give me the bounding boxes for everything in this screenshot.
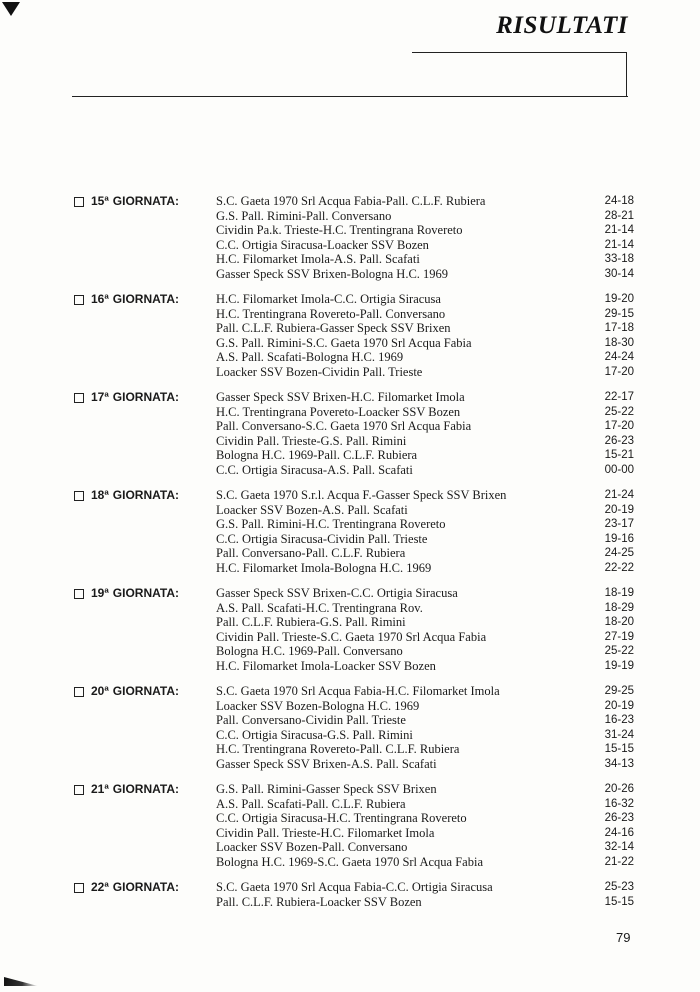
checkbox-icon bbox=[74, 197, 84, 207]
match-score: 28-21 bbox=[604, 209, 634, 222]
match-teams: H.C. Trentingrana Rovereto-Pall. C.L.F. Rubiera bbox=[216, 742, 460, 756]
match-teams: Pall. C.L.F. Rubiera-Gasser Speck SSV Brixen bbox=[216, 321, 451, 335]
page-number: 79 bbox=[616, 930, 631, 945]
match-score: 22-17 bbox=[604, 391, 634, 403]
match-row bbox=[216, 713, 634, 728]
checkbox-icon bbox=[74, 785, 84, 795]
match-row bbox=[216, 797, 634, 812]
match-list bbox=[216, 782, 634, 869]
match-row bbox=[216, 488, 634, 503]
match-teams: H.C. Filomarket Imola-Loacker SSV Bozen bbox=[216, 658, 436, 673]
match-score: 19-16 bbox=[604, 532, 634, 545]
match-row bbox=[216, 419, 634, 434]
match-row bbox=[216, 855, 634, 870]
match-score: 19-20 bbox=[604, 293, 634, 305]
match-teams: Pall. Conversano-S.C. Gaeta 1970 Srl Acqua Fabia bbox=[216, 419, 472, 433]
match-teams: Loacker SSV Bozen-Bologna H.C. 1969 bbox=[216, 698, 420, 713]
match-row bbox=[216, 644, 634, 659]
match-teams: A.S. Pall. Scafati-Bologna H.C. 1969 bbox=[216, 350, 404, 364]
match-teams: Bologna H.C. 1969-S.C. Gaeta 1970 Srl Acqua Fabia bbox=[216, 854, 483, 869]
round-number: 16ª bbox=[91, 292, 109, 306]
match-row bbox=[216, 517, 634, 532]
match-teams: H.C. Filomarket Imola-A.S. Pall. Scafati bbox=[216, 252, 420, 266]
match-teams: Gasser Speck SSV Brixen-C.C. Ortigia Siracusa bbox=[216, 586, 458, 600]
round-number: 21ª bbox=[91, 782, 109, 796]
match-teams: S.C. Gaeta 1970 Srl Acqua Fabia-Pall. C.L.F. Rubiera bbox=[216, 194, 486, 208]
match-row bbox=[216, 532, 634, 547]
match-teams: Pall. Conversano-Pall. C.L.F. Rubiera bbox=[216, 546, 406, 560]
match-row bbox=[216, 209, 634, 224]
round-word: GIORNATA: bbox=[112, 390, 180, 404]
match-row bbox=[216, 699, 634, 714]
match-teams: Pall. Conversano-Cividin Pall. Trieste bbox=[216, 713, 406, 727]
round-label bbox=[74, 194, 216, 281]
checkbox-icon bbox=[74, 589, 84, 599]
match-score: 24-16 bbox=[604, 826, 634, 839]
match-score: 20-19 bbox=[604, 503, 634, 516]
round-word: GIORNATA: bbox=[112, 292, 180, 306]
match-score: 21-14 bbox=[604, 224, 634, 236]
match-row bbox=[216, 880, 634, 895]
match-teams: Pall. C.L.F. Rubiera-G.S. Pall. Rimini bbox=[216, 615, 406, 629]
corner-register-mark bbox=[2, 2, 20, 16]
match-score: 33-18 bbox=[604, 253, 634, 265]
match-list bbox=[216, 488, 634, 575]
match-score: 25-22 bbox=[604, 645, 634, 657]
match-row bbox=[216, 292, 634, 307]
match-score: 34-13 bbox=[604, 757, 634, 770]
match-row bbox=[216, 321, 634, 336]
match-teams: A.S. Pall. Scafati-Pall. C.L.F. Rubiera bbox=[216, 796, 406, 811]
match-teams: G.S. Pall. Rimini-S.C. Gaeta 1970 Srl Acqua Fabia bbox=[216, 335, 472, 350]
match-teams: Cividin Pall. Trieste-H.C. Filomarket Imola bbox=[216, 825, 435, 840]
match-score: 26-23 bbox=[604, 434, 634, 447]
match-score: 15-15 bbox=[604, 895, 634, 908]
round-number: 18ª bbox=[91, 488, 109, 502]
match-teams: G.S. Pall. Rimini-Pall. Conversano bbox=[216, 208, 392, 223]
match-score: 15-21 bbox=[604, 449, 634, 461]
match-teams: C.C. Ortigia Siracusa-Cividin Pall. Trieste bbox=[216, 531, 428, 546]
match-teams: C.C. Ortigia Siracusa-Loacker SSV Bozen bbox=[216, 237, 429, 252]
match-teams: Gasser Speck SSV Brixen-A.S. Pall. Scafati bbox=[216, 756, 437, 771]
match-row bbox=[216, 546, 634, 561]
match-teams: H.C. Filomarket Imola-Bologna H.C. 1969 bbox=[216, 560, 432, 575]
round-word: GIORNATA: bbox=[112, 880, 180, 894]
match-score: 00-00 bbox=[604, 463, 634, 476]
match-row bbox=[216, 336, 634, 351]
match-score: 24-18 bbox=[604, 195, 634, 207]
match-teams: S.C. Gaeta 1970 S.r.l. Acqua F.-Gasser Speck SSV Brixen bbox=[216, 488, 507, 502]
checkbox-icon bbox=[74, 491, 84, 501]
match-score: 24-25 bbox=[604, 547, 634, 559]
round-label bbox=[74, 390, 216, 477]
round-word: GIORNATA: bbox=[112, 586, 180, 600]
round-block bbox=[74, 292, 634, 379]
match-row bbox=[216, 811, 634, 826]
match-teams: Pall. C.L.F. Rubiera-Loacker SSV Bozen bbox=[216, 894, 422, 909]
match-row bbox=[216, 238, 634, 253]
match-row bbox=[216, 659, 634, 674]
round-word: GIORNATA: bbox=[112, 782, 180, 796]
title-rule bbox=[72, 96, 628, 97]
round-block bbox=[74, 684, 634, 771]
match-row bbox=[216, 365, 634, 380]
round-block bbox=[74, 586, 634, 673]
match-teams: Loacker SSV Bozen-Cividin Pall. Trieste bbox=[216, 364, 423, 379]
checkbox-icon bbox=[74, 883, 84, 893]
match-row bbox=[216, 630, 634, 645]
match-row bbox=[216, 840, 634, 855]
round-number: 15ª bbox=[91, 194, 109, 208]
checkbox-icon bbox=[74, 295, 84, 305]
corner-mark-bottom bbox=[4, 976, 38, 986]
match-score: 25-23 bbox=[604, 881, 634, 893]
match-row bbox=[216, 252, 634, 267]
match-list bbox=[216, 586, 634, 673]
match-list bbox=[216, 390, 634, 477]
match-row bbox=[216, 895, 634, 910]
page-title: RISULTATI bbox=[496, 12, 628, 39]
match-score: 15-15 bbox=[604, 743, 634, 755]
round-number: 22ª bbox=[91, 880, 109, 894]
round-number: 17ª bbox=[91, 390, 109, 404]
match-row bbox=[216, 826, 634, 841]
match-row bbox=[216, 615, 634, 630]
match-row bbox=[216, 434, 634, 449]
round-label bbox=[74, 292, 216, 379]
match-teams: H.C. Trentingrana Rovereto-Pall. Conversano bbox=[216, 306, 446, 321]
match-row bbox=[216, 503, 634, 518]
match-row bbox=[216, 561, 634, 576]
match-score: 17-20 bbox=[604, 365, 634, 378]
match-row bbox=[216, 742, 634, 757]
match-score: 21-22 bbox=[604, 855, 634, 868]
match-teams: Bologna H.C. 1969-Pall. Conversano bbox=[216, 644, 403, 658]
match-teams: Loacker SSV Bozen-A.S. Pall. Scafati bbox=[216, 502, 408, 517]
round-word: GIORNATA: bbox=[112, 488, 180, 502]
match-teams: Bologna H.C. 1969-Pall. C.L.F. Rubiera bbox=[216, 448, 418, 462]
match-score: 18-30 bbox=[604, 336, 634, 349]
match-row bbox=[216, 684, 634, 699]
match-teams: A.S. Pall. Scafati-H.C. Trentingrana Rov. bbox=[216, 600, 423, 615]
match-teams: Gasser Speck SSV Brixen-H.C. Filomarket Imola bbox=[216, 390, 465, 404]
round-word: GIORNATA: bbox=[112, 194, 180, 208]
round-label bbox=[74, 880, 216, 909]
match-teams: Gasser Speck SSV Brixen-Bologna H.C. 1969 bbox=[216, 266, 449, 281]
match-score: 29-15 bbox=[604, 307, 634, 320]
match-score: 22-22 bbox=[604, 561, 634, 574]
match-row bbox=[216, 782, 634, 797]
match-score: 19-19 bbox=[604, 659, 634, 672]
match-score: 18-29 bbox=[604, 601, 634, 614]
match-row bbox=[216, 405, 634, 420]
match-list bbox=[216, 292, 634, 379]
results-list bbox=[74, 194, 634, 920]
match-row bbox=[216, 728, 634, 743]
round-number: 19ª bbox=[91, 586, 109, 600]
match-list bbox=[216, 880, 634, 909]
match-teams: G.S. Pall. Rimini-Gasser Speck SSV Brixen bbox=[216, 782, 437, 796]
match-teams: C.C. Ortigia Siracusa-A.S. Pall. Scafati bbox=[216, 462, 413, 477]
checkbox-icon bbox=[74, 393, 84, 403]
match-score: 18-19 bbox=[604, 587, 634, 599]
match-score: 20-26 bbox=[604, 783, 634, 795]
match-row bbox=[216, 757, 634, 772]
round-block bbox=[74, 488, 634, 575]
match-score: 26-23 bbox=[604, 812, 634, 824]
match-score: 32-14 bbox=[604, 841, 634, 853]
round-block bbox=[74, 390, 634, 477]
match-teams: H.C. Trentingrana Povereto-Loacker SSV Bozen bbox=[216, 404, 461, 419]
match-score: 20-19 bbox=[604, 699, 634, 712]
match-score: 29-25 bbox=[604, 685, 634, 697]
match-row bbox=[216, 223, 634, 238]
match-score: 16-32 bbox=[604, 797, 634, 810]
match-score: 27-19 bbox=[604, 630, 634, 643]
match-score: 31-24 bbox=[604, 728, 634, 741]
match-score: 16-23 bbox=[604, 714, 634, 726]
match-row bbox=[216, 448, 634, 463]
round-word: GIORNATA: bbox=[112, 684, 180, 698]
match-list bbox=[216, 194, 634, 281]
checkbox-icon bbox=[74, 687, 84, 697]
match-score: 24-24 bbox=[604, 351, 634, 363]
match-teams: Cividin Pa.k. Trieste-H.C. Trentingrana Rovereto bbox=[216, 223, 463, 237]
match-row bbox=[216, 601, 634, 616]
match-row bbox=[216, 307, 634, 322]
round-label bbox=[74, 586, 216, 673]
match-row bbox=[216, 463, 634, 478]
round-block bbox=[74, 194, 634, 281]
match-row bbox=[216, 194, 634, 209]
match-score: 21-14 bbox=[604, 238, 634, 251]
match-score: 18-20 bbox=[604, 616, 634, 628]
match-teams: Cividin Pall. Trieste-S.C. Gaeta 1970 Srl Acqua Fabia bbox=[216, 629, 487, 644]
round-block bbox=[74, 880, 634, 909]
round-label bbox=[74, 488, 216, 575]
round-number: 20ª bbox=[91, 684, 109, 698]
match-score: 17-20 bbox=[604, 420, 634, 432]
match-score: 23-17 bbox=[604, 518, 634, 530]
round-label bbox=[74, 782, 216, 869]
match-row bbox=[216, 586, 634, 601]
match-teams: S.C. Gaeta 1970 Srl Acqua Fabia-C.C. Ortigia Siracusa bbox=[216, 880, 493, 894]
title-frame bbox=[412, 52, 627, 97]
match-row bbox=[216, 350, 634, 365]
match-teams: H.C. Filomarket Imola-C.C. Ortigia Siracusa bbox=[216, 292, 441, 306]
match-teams: Loacker SSV Bozen-Pall. Conversano bbox=[216, 840, 408, 854]
match-score: 17-18 bbox=[604, 322, 634, 334]
match-teams: S.C. Gaeta 1970 Srl Acqua Fabia-H.C. Filomarket Imola bbox=[216, 684, 500, 698]
round-block bbox=[74, 782, 634, 869]
match-row bbox=[216, 390, 634, 405]
match-row bbox=[216, 267, 634, 282]
round-label bbox=[74, 684, 216, 771]
match-score: 30-14 bbox=[604, 267, 634, 280]
match-teams: Cividin Pall. Trieste-G.S. Pall. Rimini bbox=[216, 433, 407, 448]
match-score: 25-22 bbox=[604, 405, 634, 418]
match-teams: C.C. Ortigia Siracusa-G.S. Pall. Rimini bbox=[216, 727, 413, 742]
match-score: 21-24 bbox=[604, 489, 634, 501]
match-teams: G.S. Pall. Rimini-H.C. Trentingrana Rovereto bbox=[216, 517, 446, 531]
match-list bbox=[216, 684, 634, 771]
match-teams: C.C. Ortigia Siracusa-H.C. Trentingrana Rovereto bbox=[216, 811, 467, 825]
